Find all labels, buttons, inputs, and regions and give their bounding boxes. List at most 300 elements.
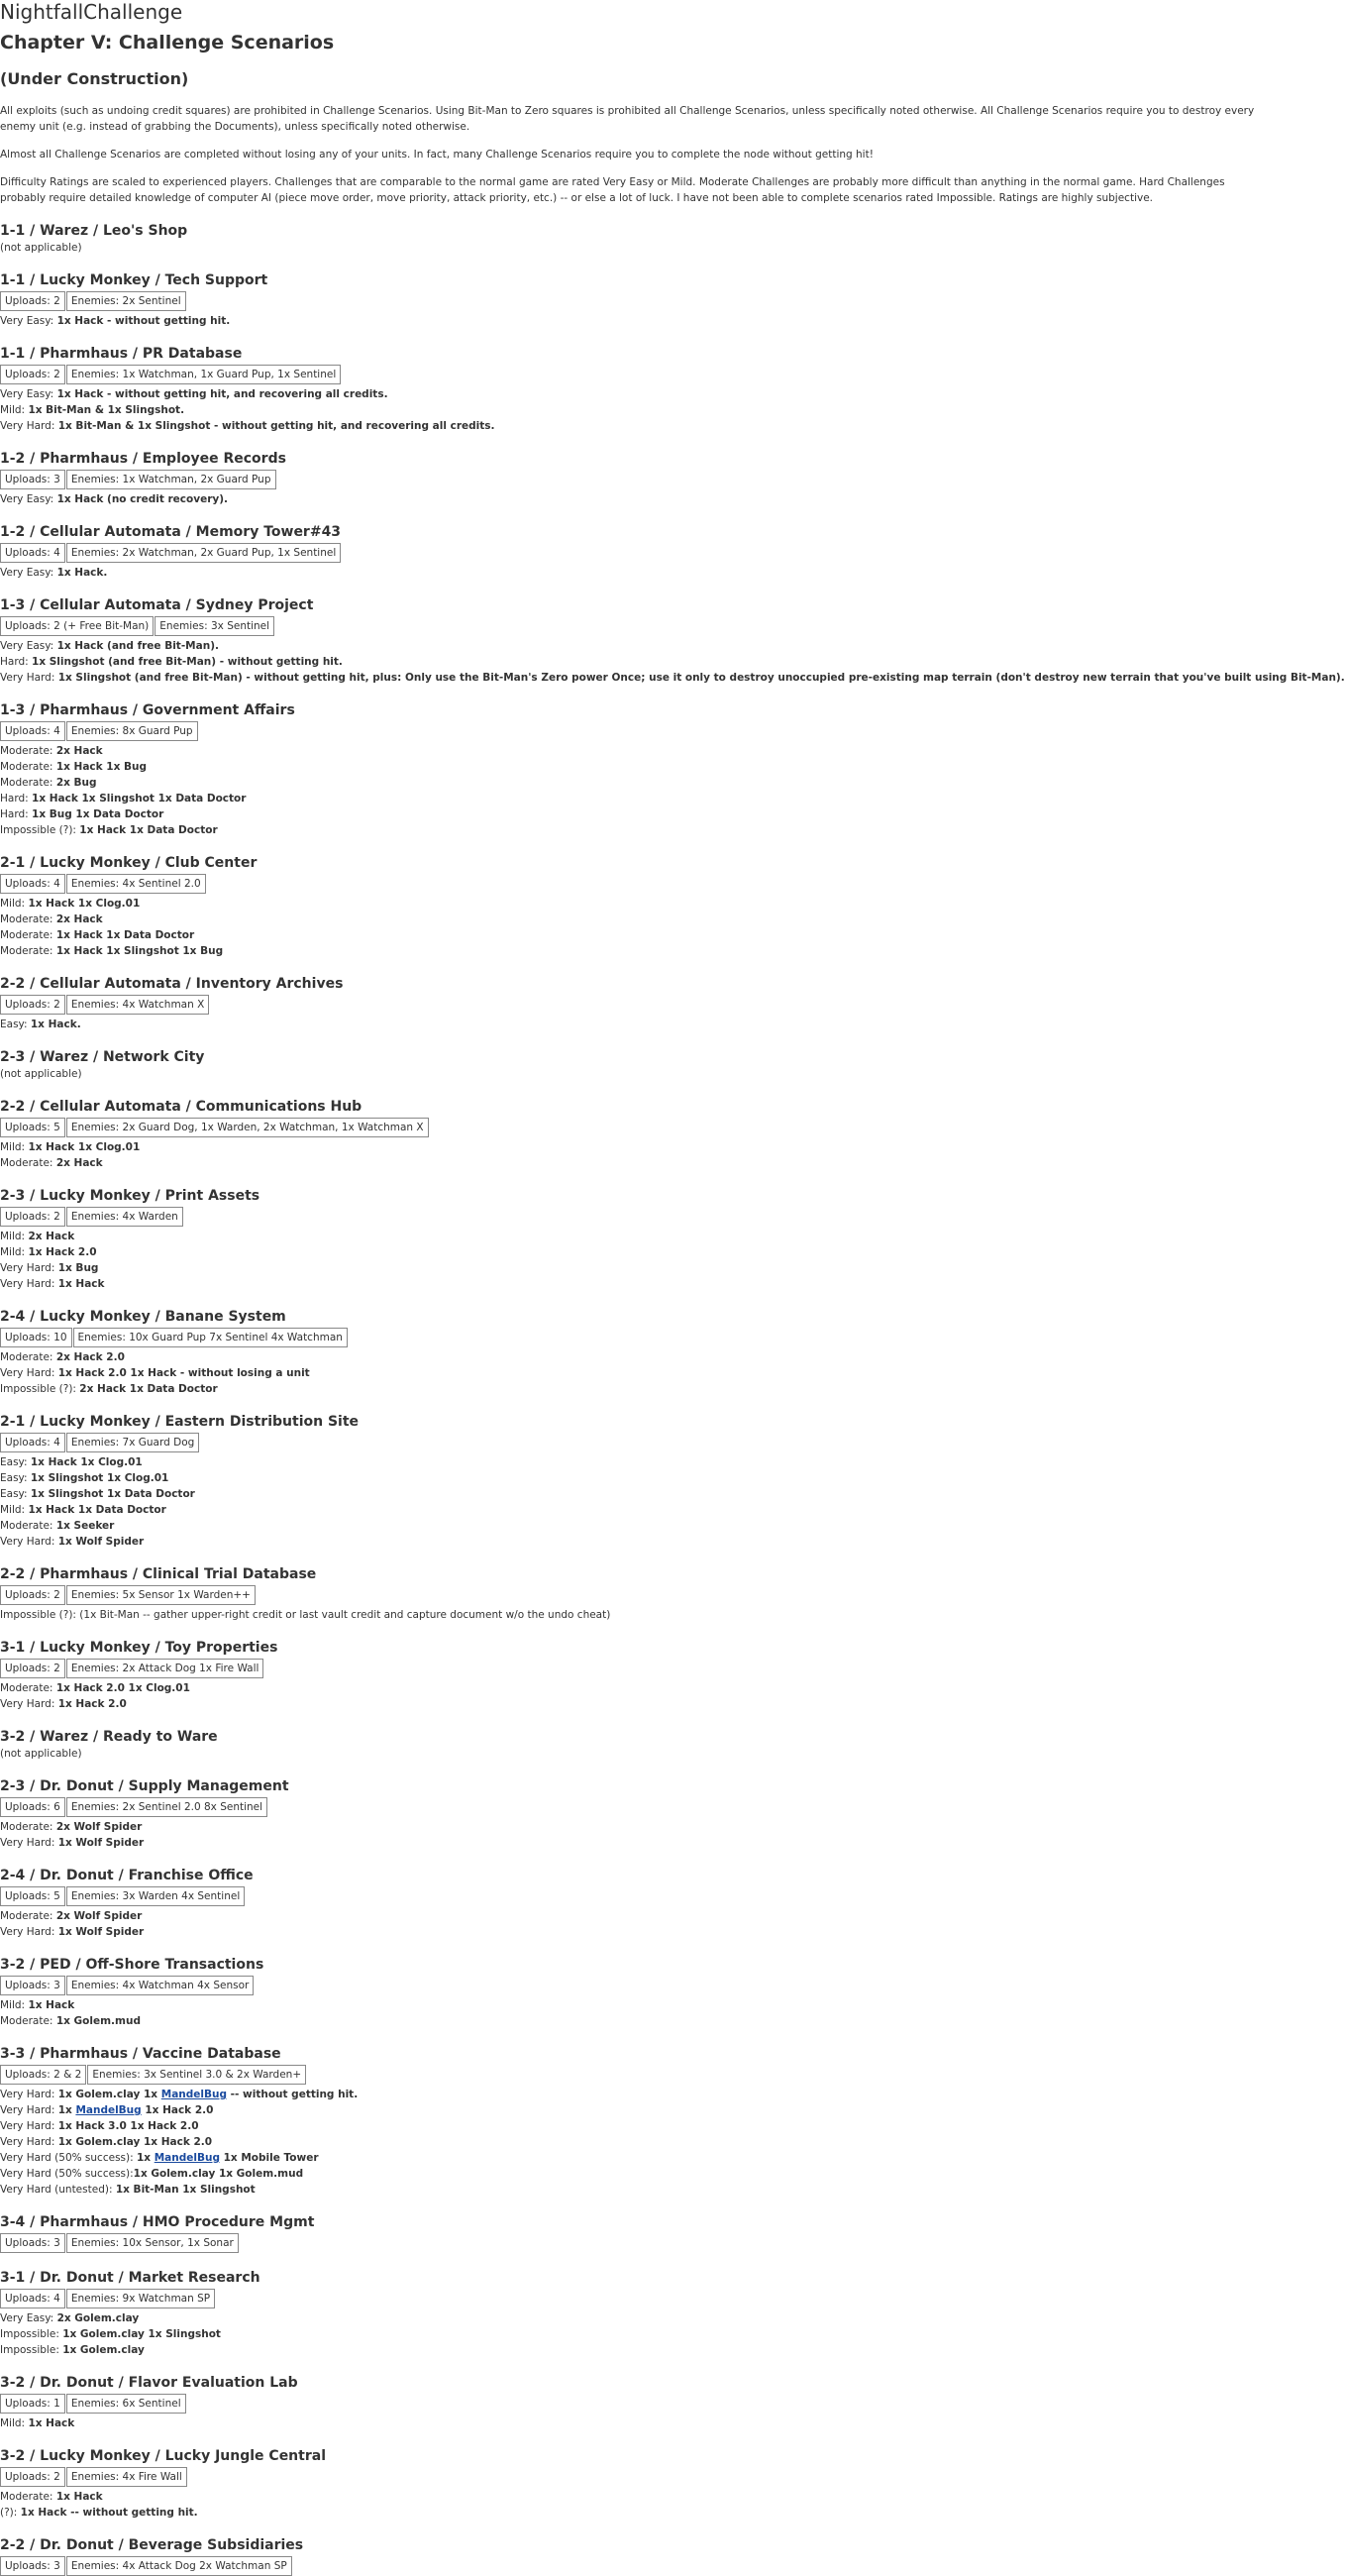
mandelbug-link[interactable]: MandelBug xyxy=(154,2152,220,2164)
rating-level: Very Easy: xyxy=(0,388,57,400)
rating-item xyxy=(0,1139,1272,1155)
scenario-title: 2-2 / Cellular Automata / Inventory Archives xyxy=(0,976,344,992)
mandelbug-link[interactable]: MandelBug xyxy=(75,2104,142,2116)
rating-solution: 2x Hack xyxy=(55,913,103,925)
rating-level: Very Hard: xyxy=(0,1278,58,1290)
rating-item xyxy=(0,638,1272,654)
rating-level: Moderate: xyxy=(0,1520,56,1532)
scenario-meta xyxy=(0,365,1272,384)
site-title: NightfallChallenge xyxy=(0,0,183,24)
rating-solution: 1x Hack xyxy=(28,2417,75,2429)
rating-solution: 1x Hack - without getting hit, and recovering all credits. xyxy=(56,388,388,400)
scenario-section xyxy=(0,2213,1272,2253)
uploads-box: Uploads: 6 xyxy=(0,1797,65,1817)
rating-solution: 1x Hack 3.0 1x Hack 2.0 xyxy=(57,2120,199,2132)
rating-solution: 2x Wolf Spider xyxy=(55,1910,143,1922)
scenario-section xyxy=(0,271,1272,329)
scenario-meta xyxy=(0,1659,1272,1678)
rating-level: Moderate: xyxy=(0,1351,56,1363)
rating-solution: 1x Hack 1x Clog.01 xyxy=(28,898,141,910)
scenario-meta xyxy=(0,470,1272,489)
rating-item xyxy=(0,402,1272,418)
rating-item xyxy=(0,654,1272,670)
scenario-meta xyxy=(0,2289,1272,2308)
scenario-section xyxy=(0,1867,1272,1940)
rating-solution: 2x Hack 2.0 xyxy=(55,1351,125,1363)
enemies-box: Enemies: 3x Warden 4x Sentinel xyxy=(66,1886,245,1906)
rating-solution: 2x Bug xyxy=(55,777,97,789)
scenario-title: 3-4 / Pharmhaus / HMO Procedure Mgmt xyxy=(0,2214,315,2230)
rating-item xyxy=(0,2310,1272,2326)
rating-item xyxy=(0,806,1272,822)
rating-level: Moderate: xyxy=(0,945,56,957)
rating-solution: 1x xyxy=(136,2152,155,2164)
rating-item xyxy=(0,1819,1272,1835)
rating-level: Easy: xyxy=(0,1019,31,1030)
enemies-box: Enemies: 5x Sensor 1x Warden++ xyxy=(66,1585,256,1605)
rating-item xyxy=(0,943,1272,959)
rating-solution: 1x Hack 2.0 xyxy=(57,1698,127,1710)
rating-solution: 1x Slingshot 1x Clog.01 xyxy=(30,1472,169,1484)
rating-item xyxy=(0,1502,1272,1518)
rating-level: Mild: xyxy=(0,2417,29,2429)
rating-solution: -- without getting hit. xyxy=(227,2089,359,2100)
rating-level: Very Hard: xyxy=(0,2089,58,2100)
scenario-title: 2-4 / Dr. Donut / Franchise Office xyxy=(0,1868,254,1883)
rating-list xyxy=(0,743,1272,838)
scenario-section xyxy=(0,975,1272,1032)
rating-level: Very Hard: xyxy=(0,1536,58,1548)
enemies-box: Enemies: 9x Watchman SP xyxy=(66,2289,215,2308)
rating-item xyxy=(0,1835,1272,1851)
rating-list xyxy=(0,2087,1272,2198)
scenario-title: 2-2 / Pharmhaus / Clinical Trial Database xyxy=(0,1566,317,1582)
uploads-box: Uploads: 4 xyxy=(0,2289,65,2308)
rating-item xyxy=(0,670,1345,686)
rating-solution: 1x Hack 1x Clog.01 xyxy=(28,1141,141,1153)
rating-solution: 1x Golem.clay xyxy=(62,2344,145,2356)
rating-list xyxy=(0,1997,1272,2029)
uploads-box: Uploads: 4 xyxy=(0,1433,65,1452)
scenario-section xyxy=(0,222,1272,256)
rating-level: Very Hard: xyxy=(0,1698,58,1710)
rating-solution: 1x Bit-Man & 1x Slingshot - without getting hit, and recovering all credits. xyxy=(57,420,495,432)
rating-item xyxy=(0,2102,1272,2118)
uploads-box: Uploads: 2 (+ Free Bit-Man) xyxy=(0,616,154,636)
scenario-title: 2-1 / Lucky Monkey / Club Center xyxy=(0,855,258,871)
rating-item xyxy=(0,1276,1272,1292)
scenario-meta xyxy=(0,874,1272,894)
rating-level: Mild: xyxy=(0,1141,29,1153)
rating-solution: 2x Hack xyxy=(28,1231,75,1242)
scenario-title: 2-3 / Dr. Donut / Supply Management xyxy=(0,1778,289,1794)
rating-solution: 1x Hack. xyxy=(30,1019,81,1030)
rating-list xyxy=(0,1454,1272,1550)
scenario-section xyxy=(0,1187,1272,1292)
uploads-box: Uploads: 3 xyxy=(0,1976,65,1995)
rating-level: Very Easy: xyxy=(0,2312,57,2324)
rating-level: Very Hard: xyxy=(0,2136,58,2148)
rating-list xyxy=(0,1607,1272,1623)
rating-level: Mild: xyxy=(0,898,29,910)
scenario-meta xyxy=(0,291,1272,311)
scenario-section xyxy=(0,345,1272,434)
rating-level: Easy: xyxy=(0,1488,31,1500)
rating-item xyxy=(0,313,1272,329)
enemies-box: Enemies: 4x Watchman 4x Sensor xyxy=(66,1976,255,1995)
not-applicable-note: (not applicable) xyxy=(0,1068,82,1080)
enemies-box: Enemies: 6x Sentinel xyxy=(66,2394,186,2414)
mandelbug-link[interactable]: MandelBug xyxy=(160,2089,227,2100)
rating-solution: 1x Seeker xyxy=(55,1520,115,1532)
uploads-box: Uploads: 3 xyxy=(0,2233,65,2253)
enemies-box: Enemies: 10x Sensor, 1x Sonar xyxy=(66,2233,239,2253)
rating-solution: 1x Hack. xyxy=(56,567,108,579)
rating-list xyxy=(0,386,1272,434)
rating-item xyxy=(0,2342,1272,2358)
rating-item xyxy=(0,2182,1272,2198)
scenario-title: 3-2 / PED / Off-Shore Transactions xyxy=(0,1957,264,1973)
scenario-section xyxy=(0,2269,1272,2358)
rating-item xyxy=(0,927,1272,943)
scenario-title: 1-1 / Warez / Leo's Shop xyxy=(0,223,188,239)
rating-item xyxy=(0,2087,1272,2102)
enemies-box: Enemies: 10x Guard Pup 7x Sentinel 4x Watchman xyxy=(73,1328,348,1347)
rating-level: Very Hard: xyxy=(0,420,58,432)
enemies-box: Enemies: 4x Warden xyxy=(66,1207,183,1227)
scenario-meta xyxy=(0,1118,1272,1137)
rating-item xyxy=(0,386,1272,402)
scenario-title: 3-2 / Warez / Ready to Ware xyxy=(0,1729,218,1745)
rating-level: Impossible (?): xyxy=(0,824,80,836)
rating-item xyxy=(0,1454,1272,1470)
rating-item xyxy=(0,1607,1272,1623)
scenario-section xyxy=(0,450,1272,507)
scenario-section xyxy=(0,2045,1272,2198)
rating-level: Very Easy: xyxy=(0,640,57,652)
scenario-section xyxy=(0,596,1345,686)
scenario-section xyxy=(0,2374,1272,2431)
rating-item xyxy=(0,1908,1272,1924)
rating-level: Moderate: xyxy=(0,2015,56,2027)
enemies-box: Enemies: 3x Sentinel 3.0 & 2x Warden+ xyxy=(87,2065,306,2085)
rating-list xyxy=(0,491,1272,507)
rating-solution: 1x Slingshot 1x Data Doctor xyxy=(30,1488,195,1500)
rating-item xyxy=(0,1486,1272,1502)
rating-level: Easy: xyxy=(0,1472,31,1484)
not-applicable-note: (not applicable) xyxy=(0,1748,82,1760)
scenario-section xyxy=(0,1048,1272,1082)
uploads-box: Uploads: 2 xyxy=(0,995,65,1015)
rating-level: Mild: xyxy=(0,1231,29,1242)
rating-solution: 1x Hack 2.0 xyxy=(28,1246,97,1258)
rating-solution: 1x Hack 1x Slingshot 1x Data Doctor xyxy=(32,793,247,805)
rating-list xyxy=(0,2489,1272,2521)
uploads-box: Uploads: 2 & 2 xyxy=(0,2065,86,2085)
rating-solution: 1x Golem.clay 1x Golem.mud xyxy=(133,2168,304,2180)
rating-level: Impossible (?): (1x Bit-Man -- gather upper-right credit or last vault credit and capture document w/o the undo cheat) xyxy=(0,1609,611,1621)
scenario-title: 1-3 / Cellular Automata / Sydney Project xyxy=(0,597,314,613)
rating-item xyxy=(0,1534,1272,1550)
scenario-section xyxy=(0,2536,1272,2576)
rating-item xyxy=(0,1244,1272,1260)
uploads-box: Uploads: 2 xyxy=(0,365,65,384)
rating-solution: 1x Hack 1x Clog.01 xyxy=(30,1456,143,1468)
rating-list xyxy=(0,1680,1272,1712)
rating-item xyxy=(0,759,1272,775)
rating-solution: 1x xyxy=(57,2104,76,2116)
rating-item xyxy=(0,822,1272,838)
uploads-box: Uploads: 4 xyxy=(0,721,65,741)
scenario-section xyxy=(0,1098,1272,1171)
scenario-title: 1-1 / Lucky Monkey / Tech Support xyxy=(0,272,268,288)
rating-item xyxy=(0,491,1272,507)
chapter-title: Chapter V: Challenge Scenarios xyxy=(0,32,335,54)
rating-solution: 1x Hack -- without getting hit. xyxy=(20,2507,198,2519)
scenario-title: 3-3 / Pharmhaus / Vaccine Database xyxy=(0,2046,281,2062)
scenario-list xyxy=(0,222,1345,2576)
scenario-title: 3-2 / Lucky Monkey / Lucky Jungle Central xyxy=(0,2448,326,2464)
rating-solution: 2x Hack 1x Data Doctor xyxy=(79,1383,218,1395)
scenario-title: 3-1 / Lucky Monkey / Toy Properties xyxy=(0,1640,278,1656)
rating-item xyxy=(0,775,1272,791)
scenario-section xyxy=(0,2447,1272,2521)
rating-solution: 1x Hack 1x Data Doctor xyxy=(28,1504,166,1516)
uploads-box: Uploads: 2 xyxy=(0,291,65,311)
rating-level: Hard: xyxy=(0,656,33,668)
rating-level: Moderate: xyxy=(0,745,56,757)
rating-list xyxy=(0,2415,1272,2431)
enemies-box: Enemies: 8x Guard Pup xyxy=(66,721,198,741)
rating-item xyxy=(0,2415,1272,2431)
rating-list xyxy=(0,638,1345,686)
rating-level: Very Hard (50% success): xyxy=(0,2152,137,2164)
rating-item xyxy=(0,2150,1272,2166)
rating-level: Moderate: xyxy=(0,1821,56,1833)
rating-level: Hard: xyxy=(0,808,33,820)
rating-item xyxy=(0,1518,1272,1534)
rating-item xyxy=(0,418,1272,434)
rating-level: Impossible: xyxy=(0,2328,63,2340)
rating-item xyxy=(0,1696,1272,1712)
rating-level: Very Hard: xyxy=(0,672,58,684)
rating-list xyxy=(0,313,1272,329)
uploads-box: Uploads: 2 xyxy=(0,1659,65,1678)
rating-level: Impossible: xyxy=(0,2344,63,2356)
rating-item xyxy=(0,2134,1272,2150)
rating-solution: 1x Hack 1x Slingshot 1x Bug xyxy=(55,945,224,957)
rating-solution: 1x Hack xyxy=(55,2491,103,2503)
rating-item xyxy=(0,565,1272,581)
enemies-box: Enemies: 2x Watchman, 2x Guard Pup, 1x Sentinel xyxy=(66,543,341,563)
rating-solution: 2x Hack xyxy=(55,745,103,757)
scenario-meta xyxy=(0,2394,1272,2414)
enemies-box: Enemies: 2x Attack Dog 1x Fire Wall xyxy=(66,1659,264,1678)
scenario-title: 2-3 / Warez / Network City xyxy=(0,1049,205,1065)
rating-item xyxy=(0,2013,1272,2029)
scenario-meta xyxy=(0,721,1272,741)
scenario-meta xyxy=(0,2467,1272,2487)
construction-note: (Under Construction) xyxy=(0,69,189,88)
rating-item xyxy=(0,2489,1272,2505)
scenario-meta xyxy=(0,1886,1272,1906)
rating-list xyxy=(0,1908,1272,1940)
rating-list xyxy=(0,1229,1272,1292)
enemies-box: Enemies: 1x Watchman, 2x Guard Pup xyxy=(66,470,276,489)
rating-solution: 1x Golem.clay 1x xyxy=(57,2089,161,2100)
rating-level: (?): xyxy=(0,2507,21,2519)
rating-solution: 1x Golem.clay 1x Hack 2.0 xyxy=(57,2136,213,2148)
rating-level: Very Easy: xyxy=(0,567,57,579)
scenario-section xyxy=(0,1956,1272,2029)
rating-level: Moderate: xyxy=(0,1157,56,1169)
scenario-title: 2-2 / Cellular Automata / Communications Hub xyxy=(0,1099,362,1115)
rating-item xyxy=(0,1381,1272,1397)
enemies-box: Enemies: 4x Attack Dog 2x Watchman SP xyxy=(66,2556,292,2576)
scenario-section xyxy=(0,523,1272,581)
rating-level: Impossible (?): xyxy=(0,1383,80,1395)
rating-solution: 1x Hack (and free Bit-Man). xyxy=(56,640,219,652)
enemies-box: Enemies: 4x Watchman X xyxy=(66,995,209,1015)
rating-item xyxy=(0,1349,1272,1365)
rating-level: Moderate: xyxy=(0,1682,56,1694)
rating-item xyxy=(0,1229,1272,1244)
rating-solution: 1x Hack - without getting hit. xyxy=(56,315,231,327)
scenario-meta xyxy=(0,1976,1272,1995)
rating-item xyxy=(0,2326,1272,2342)
rating-list xyxy=(0,1017,1272,1032)
rating-level: Very Hard: xyxy=(0,1837,58,1849)
rating-item xyxy=(0,896,1272,912)
enemies-box: Enemies: 1x Watchman, 1x Guard Pup, 1x Sentinel xyxy=(66,365,341,384)
scenario-section xyxy=(0,1308,1272,1397)
rating-item xyxy=(0,2118,1272,2134)
rating-item xyxy=(0,1680,1272,1696)
scenario-section xyxy=(0,1777,1272,1851)
uploads-box: Uploads: 4 xyxy=(0,543,65,563)
scenario-title: 1-1 / Pharmhaus / PR Database xyxy=(0,346,243,362)
uploads-box: Uploads: 2 xyxy=(0,1585,65,1605)
scenario-title: 2-3 / Lucky Monkey / Print Assets xyxy=(0,1188,260,1204)
uploads-box: Uploads: 2 xyxy=(0,1207,65,1227)
rating-level: Very Hard: xyxy=(0,2120,58,2132)
scenario-meta xyxy=(0,1797,1272,1817)
rating-level: Moderate: xyxy=(0,761,56,773)
uploads-box: Uploads: 2 xyxy=(0,2467,65,2487)
uploads-box: Uploads: 5 xyxy=(0,1118,65,1137)
rating-list xyxy=(0,1139,1272,1171)
rating-level: Moderate: xyxy=(0,2491,56,2503)
scenario-section xyxy=(0,1565,1272,1623)
uploads-box: Uploads: 1 xyxy=(0,2394,65,2414)
rating-solution: 1x Hack 1x Data Doctor xyxy=(55,929,195,941)
scenario-meta xyxy=(0,995,1272,1015)
rating-solution: 1x Slingshot (and free Bit-Man) - without getting hit. xyxy=(32,656,343,668)
uploads-box: Uploads: 3 xyxy=(0,470,65,489)
scenario-title: 2-2 / Dr. Donut / Beverage Subsidiaries xyxy=(0,2537,304,2553)
rating-solution: 1x Wolf Spider xyxy=(57,1837,145,1849)
rating-solution: 1x Hack xyxy=(28,1999,75,2011)
scenario-meta xyxy=(0,616,1272,636)
uploads-box: Uploads: 5 xyxy=(0,1886,65,1906)
rating-item xyxy=(0,912,1272,927)
scenario-section xyxy=(0,1413,1272,1550)
scenario-title: 3-1 / Dr. Donut / Market Research xyxy=(0,2270,260,2286)
uploads-box: Uploads: 4 xyxy=(0,874,65,894)
enemies-box: Enemies: 2x Guard Dog, 1x Warden, 2x Watchman, 1x Watchman X xyxy=(66,1118,429,1137)
rating-solution: 1x Bit-Man & 1x Slingshot. xyxy=(28,404,185,416)
enemies-box: Enemies: 2x Sentinel xyxy=(66,291,186,311)
rating-solution: 1x Hack (no credit recovery). xyxy=(56,493,229,505)
rating-level: Very Hard: xyxy=(0,1926,58,1938)
rating-list xyxy=(0,896,1272,959)
rating-level: Very Hard: xyxy=(0,1262,58,1274)
scenario-meta xyxy=(0,2065,1272,2085)
rating-solution: 1x Golem.mud xyxy=(55,2015,141,2027)
rating-solution: 1x Hack 2.0 1x Clog.01 xyxy=(55,1682,190,1694)
scenario-title: 2-1 / Lucky Monkey / Eastern Distribution Site xyxy=(0,1414,360,1430)
rating-solution: 1x Hack 2.0 xyxy=(141,2104,214,2116)
rating-solution: 1x Wolf Spider xyxy=(57,1926,145,1938)
rating-solution: 2x Hack xyxy=(55,1157,103,1169)
rating-solution: 1x Wolf Spider xyxy=(57,1536,145,1548)
rating-solution: 1x Bug xyxy=(57,1262,99,1274)
rating-list xyxy=(0,2310,1272,2358)
rating-item xyxy=(0,2166,1272,2182)
scenario-title: 1-2 / Cellular Automata / Memory Tower#43 xyxy=(0,524,342,540)
rating-level: Mild: xyxy=(0,1504,29,1516)
rating-item xyxy=(0,2505,1272,2521)
scenario-title: 1-2 / Pharmhaus / Employee Records xyxy=(0,451,286,467)
rating-level: Very Easy: xyxy=(0,493,57,505)
rating-level: Moderate: xyxy=(0,1910,56,1922)
rating-list xyxy=(0,1349,1272,1397)
rating-level: Very Hard: xyxy=(0,2104,58,2116)
enemies-box: Enemies: 3x Sentinel xyxy=(155,616,274,636)
rating-level: Very Hard: xyxy=(0,1367,58,1379)
scenario-meta xyxy=(0,1328,1272,1347)
rating-item xyxy=(0,1260,1272,1276)
rating-solution: 1x Hack 1x Bug xyxy=(55,761,148,773)
rating-item xyxy=(0,791,1272,806)
rating-solution: 2x Golem.clay xyxy=(56,2312,140,2324)
scenario-section xyxy=(0,1728,1272,1762)
scenario-meta xyxy=(0,1585,1272,1605)
rating-solution: 1x Bit-Man 1x Slingshot xyxy=(115,2184,256,2196)
rating-solution: 1x Slingshot (and free Bit-Man) - without getting hit, plus: Only use the Bit-Man's Zero power Once; use it only to destroy unoccupied pre-existing map terrain (don't destroy new terrain that you've built using Bit-Man). xyxy=(57,672,1345,684)
rating-level: Mild: xyxy=(0,1999,29,2011)
rating-item xyxy=(0,1997,1272,2013)
rating-level: Very Easy: xyxy=(0,315,57,327)
uploads-box: Uploads: 10 xyxy=(0,1328,72,1347)
rating-solution: 1x Golem.clay 1x Slingshot xyxy=(62,2328,221,2340)
scenario-meta xyxy=(0,1433,1272,1452)
enemies-box: Enemies: 7x Guard Dog xyxy=(66,1433,199,1452)
rating-item xyxy=(0,1470,1272,1486)
rating-level: Moderate: xyxy=(0,913,56,925)
scenario-meta xyxy=(0,543,1272,563)
rating-solution: 1x Hack xyxy=(57,1278,105,1290)
rating-item xyxy=(0,1365,1272,1381)
rating-solution: 1x Hack 2.0 1x Hack - without losing a unit xyxy=(57,1367,310,1379)
rating-solution: 1x Mobile Tower xyxy=(219,2152,319,2164)
scenario-title: 3-2 / Dr. Donut / Flavor Evaluation Lab xyxy=(0,2375,298,2391)
enemies-box: Enemies: 2x Sentinel 2.0 8x Sentinel xyxy=(66,1797,267,1817)
scenario-section xyxy=(0,1639,1272,1712)
rating-solution: 2x Wolf Spider xyxy=(55,1821,143,1833)
rating-level: Easy: xyxy=(0,1456,31,1468)
intro-paragraph-exploits: All exploits (such as undoing credit squares) are prohibited in Challenge Scenarios. Using Bit-Man to Zero squares is prohibited all Challenge Scenarios, unless specifically noted otherwise. All Challenge Scenarios require you to destroy every enemy unit (e.g. instead of grabbing the Documents), unless specifically noted otherwise. xyxy=(0,105,1255,133)
